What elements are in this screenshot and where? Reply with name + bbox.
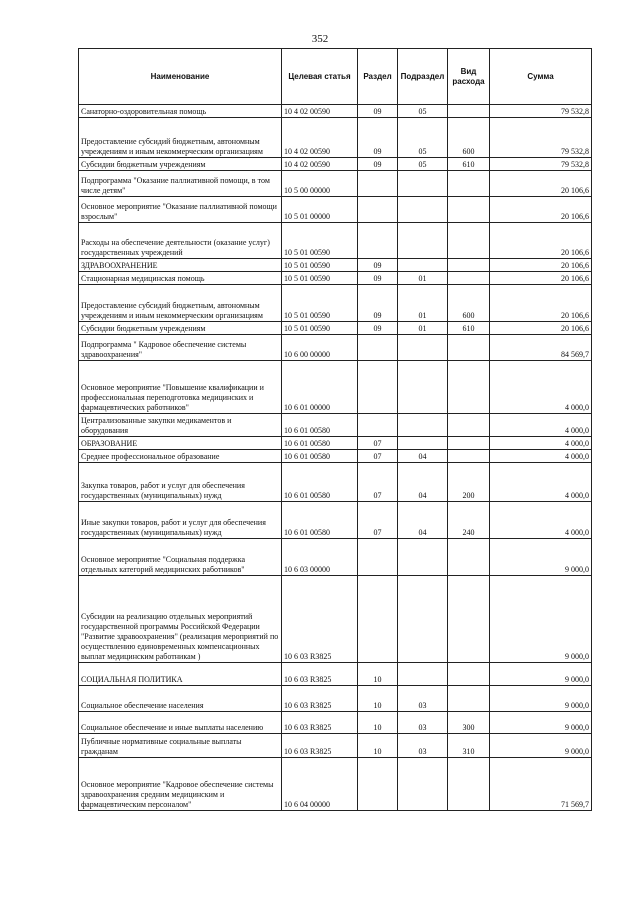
cell-article: 10 5 01 00000 <box>282 197 358 223</box>
cell-section: 10 <box>358 734 398 758</box>
cell-name: ОБРАЗОВАНИЕ <box>79 437 282 450</box>
cell-section: 10 <box>358 712 398 734</box>
cell-article: 10 6 00 00000 <box>282 335 358 361</box>
cell-name: Основное мероприятие "Социальная поддержка отдельных категорий медицинских работников" <box>79 539 282 576</box>
cell-subsection: 04 <box>398 463 448 502</box>
table-row <box>79 712 592 734</box>
table-row <box>79 197 592 223</box>
cell-amount: 9 000,0 <box>490 686 592 712</box>
cell-expense-type <box>448 576 490 663</box>
cell-subsection: 05 <box>398 158 448 171</box>
cell-expense-type: 600 <box>448 118 490 158</box>
table-row <box>79 576 592 663</box>
cell-article: 10 6 01 00580 <box>282 437 358 450</box>
cell-name: Среднее профессиональное образование <box>79 450 282 463</box>
cell-amount: 20 106,6 <box>490 197 592 223</box>
cell-subsection: 03 <box>398 734 448 758</box>
cell-amount: 20 106,6 <box>490 322 592 335</box>
cell-amount: 4 000,0 <box>490 502 592 539</box>
cell-subsection: 04 <box>398 502 448 539</box>
cell-subsection: 05 <box>398 105 448 118</box>
cell-article: 10 6 03 R3825 <box>282 663 358 686</box>
cell-article: 10 4 02 00590 <box>282 158 358 171</box>
cell-section: 07 <box>358 450 398 463</box>
cell-article: 10 6 03 R3825 <box>282 686 358 712</box>
cell-expense-type <box>448 437 490 450</box>
table-header-row <box>79 49 592 105</box>
cell-expense-type: 600 <box>448 285 490 322</box>
cell-subsection: 01 <box>398 322 448 335</box>
cell-subsection: 03 <box>398 712 448 734</box>
cell-amount: 20 106,6 <box>490 285 592 322</box>
table-row <box>79 734 592 758</box>
cell-amount: 84 569,7 <box>490 335 592 361</box>
cell-section: 07 <box>358 502 398 539</box>
cell-subsection <box>398 259 448 272</box>
cell-article: 10 6 01 00580 <box>282 463 358 502</box>
cell-subsection <box>398 539 448 576</box>
cell-subsection <box>398 361 448 414</box>
cell-name: Централизованные закупки медикаментов и оборудования <box>79 414 282 437</box>
cell-article: 10 5 01 00590 <box>282 223 358 259</box>
cell-amount: 9 000,0 <box>490 539 592 576</box>
cell-subsection: 01 <box>398 272 448 285</box>
cell-amount: 20 106,6 <box>490 171 592 197</box>
cell-article: 10 4 02 00590 <box>282 118 358 158</box>
cell-name: Основное мероприятие "Кадровое обеспечение системы здравоохранения средним медицинским и фармацевтическим персоналом" <box>79 758 282 811</box>
table-row <box>79 335 592 361</box>
cell-section: 07 <box>358 437 398 450</box>
cell-article: 10 5 01 00590 <box>282 285 358 322</box>
cell-expense-type <box>448 539 490 576</box>
cell-subsection <box>398 335 448 361</box>
cell-expense-type <box>448 259 490 272</box>
cell-subsection: 03 <box>398 686 448 712</box>
cell-article: 10 6 01 00000 <box>282 361 358 414</box>
cell-name: Подпрограмма "Оказание паллиативной помощи, в том числе детям" <box>79 171 282 197</box>
cell-name: Субсидии бюджетным учреждениям <box>79 158 282 171</box>
header-section: Раздел <box>358 49 398 105</box>
table-row <box>79 118 592 158</box>
cell-amount: 9 000,0 <box>490 734 592 758</box>
cell-name: Санаторно-оздоровительная помощь <box>79 105 282 118</box>
cell-article: 10 6 01 00580 <box>282 502 358 539</box>
cell-amount: 79 532,8 <box>490 158 592 171</box>
cell-amount: 4 000,0 <box>490 463 592 502</box>
cell-subsection: 04 <box>398 450 448 463</box>
table-row <box>79 361 592 414</box>
cell-section: 10 <box>358 663 398 686</box>
cell-name: Расходы на обеспечение деятельности (оказание услуг) государственных учреждений <box>79 223 282 259</box>
header-amount: Сумма <box>490 49 592 105</box>
cell-expense-type <box>448 272 490 285</box>
cell-name: Субсидии на реализацию отдельных мероприятий государственной программы Российской Федерации "Развитие здравоохранения" (реализация мероприятий по осуществлению единовременных компенсационных выплат медицинским работникам ) <box>79 576 282 663</box>
table-row <box>79 686 592 712</box>
cell-section: 07 <box>358 463 398 502</box>
cell-expense-type: 200 <box>448 463 490 502</box>
cell-expense-type <box>448 450 490 463</box>
cell-section: 09 <box>358 285 398 322</box>
cell-expense-type <box>448 758 490 811</box>
cell-expense-type: 240 <box>448 502 490 539</box>
cell-amount: 4 000,0 <box>490 450 592 463</box>
cell-section <box>358 414 398 437</box>
cell-amount: 20 106,6 <box>490 272 592 285</box>
header-subsection: Подраздел <box>398 49 448 105</box>
cell-section: 09 <box>358 118 398 158</box>
cell-expense-type <box>448 335 490 361</box>
header-expense-type: Вид расхода <box>448 49 490 105</box>
table-row <box>79 414 592 437</box>
cell-article: 10 6 04 00000 <box>282 758 358 811</box>
cell-name: ЗДРАВООХРАНЕНИЕ <box>79 259 282 272</box>
cell-section <box>358 335 398 361</box>
cell-name: Публичные нормативные социальные выплаты гражданам <box>79 734 282 758</box>
cell-amount: 79 532,8 <box>490 105 592 118</box>
cell-amount: 20 106,6 <box>490 223 592 259</box>
cell-expense-type <box>448 171 490 197</box>
cell-amount: 20 106,6 <box>490 259 592 272</box>
cell-expense-type <box>448 105 490 118</box>
cell-subsection <box>398 437 448 450</box>
cell-amount: 9 000,0 <box>490 712 592 734</box>
table-row <box>79 223 592 259</box>
table-row <box>79 663 592 686</box>
table-row <box>79 758 592 811</box>
cell-subsection <box>398 197 448 223</box>
cell-expense-type: 310 <box>448 734 490 758</box>
cell-subsection <box>398 171 448 197</box>
cell-amount: 9 000,0 <box>490 576 592 663</box>
cell-subsection <box>398 223 448 259</box>
cell-section: 09 <box>358 322 398 335</box>
table-row <box>79 502 592 539</box>
cell-amount: 4 000,0 <box>490 414 592 437</box>
table-row <box>79 158 592 171</box>
header-article: Целевая статья <box>282 49 358 105</box>
cell-expense-type <box>448 686 490 712</box>
cell-expense-type <box>448 197 490 223</box>
cell-name: Социальное обеспечение и иные выплаты населению <box>79 712 282 734</box>
table-row <box>79 105 592 118</box>
cell-expense-type <box>448 414 490 437</box>
table-row <box>79 259 592 272</box>
table-row <box>79 539 592 576</box>
cell-expense-type: 300 <box>448 712 490 734</box>
cell-name: Социальное обеспечение населения <box>79 686 282 712</box>
cell-expense-type <box>448 223 490 259</box>
cell-amount: 4 000,0 <box>490 437 592 450</box>
cell-article: 10 5 01 00590 <box>282 272 358 285</box>
cell-expense-type: 610 <box>448 322 490 335</box>
cell-section: 09 <box>358 259 398 272</box>
cell-article: 10 5 00 00000 <box>282 171 358 197</box>
cell-section: 09 <box>358 105 398 118</box>
table-row <box>79 437 592 450</box>
table-row <box>79 463 592 502</box>
cell-name: СОЦИАЛЬНАЯ ПОЛИТИКА <box>79 663 282 686</box>
cell-name: Основное мероприятие "Оказание паллиативной помощи взрослым" <box>79 197 282 223</box>
cell-expense-type <box>448 361 490 414</box>
cell-section <box>358 539 398 576</box>
cell-name: Субсидии бюджетным учреждениям <box>79 322 282 335</box>
cell-amount: 71 569,7 <box>490 758 592 811</box>
cell-article: 10 4 02 00590 <box>282 105 358 118</box>
table-row <box>79 171 592 197</box>
cell-article: 10 6 03 R3825 <box>282 734 358 758</box>
cell-article: 10 6 03 R3825 <box>282 576 358 663</box>
cell-name: Подпрограмма " Кадровое обеспечение системы здравоохранения" <box>79 335 282 361</box>
cell-section <box>358 223 398 259</box>
cell-section <box>358 171 398 197</box>
cell-section <box>358 361 398 414</box>
cell-name: Предоставление субсидий бюджетным, автономным учреждениям и иным некоммерческим организациям <box>79 285 282 322</box>
cell-subsection <box>398 758 448 811</box>
cell-article: 10 6 03 R3825 <box>282 712 358 734</box>
cell-name: Стационарная медицинская помощь <box>79 272 282 285</box>
cell-name: Предоставление субсидий бюджетным, автономным учреждениям и иным некоммерческим организациям <box>79 118 282 158</box>
cell-article: 10 6 03 00000 <box>282 539 358 576</box>
page-number: 352 <box>311 33 329 45</box>
table-row <box>79 322 592 335</box>
cell-section <box>358 758 398 811</box>
cell-section: 10 <box>358 686 398 712</box>
cell-amount: 79 532,8 <box>490 118 592 158</box>
cell-subsection: 05 <box>398 118 448 158</box>
cell-article: 10 5 01 00590 <box>282 322 358 335</box>
cell-subsection: 01 <box>398 285 448 322</box>
cell-section <box>358 197 398 223</box>
cell-name: Закупка товаров, работ и услуг для обеспечения государственных (муниципальных) нужд <box>79 463 282 502</box>
cell-article: 10 6 01 00580 <box>282 414 358 437</box>
cell-section: 09 <box>358 272 398 285</box>
header-name: Наименование <box>79 49 282 105</box>
table-row <box>79 285 592 322</box>
cell-amount: 4 000,0 <box>490 361 592 414</box>
table-row <box>79 450 592 463</box>
cell-amount: 9 000,0 <box>490 663 592 686</box>
cell-section: 09 <box>358 158 398 171</box>
cell-article: 10 5 01 00590 <box>282 259 358 272</box>
cell-section <box>358 576 398 663</box>
cell-expense-type <box>448 663 490 686</box>
budget-table <box>78 48 592 811</box>
cell-subsection <box>398 414 448 437</box>
cell-subsection <box>398 576 448 663</box>
cell-article: 10 6 01 00580 <box>282 450 358 463</box>
cell-subsection <box>398 663 448 686</box>
cell-name: Основное мероприятие "Повышение квалификации и профессиональная переподготовка медицинских и фармацевтических работников" <box>79 361 282 414</box>
cell-expense-type: 610 <box>448 158 490 171</box>
cell-name: Иные закупки товаров, работ и услуг для обеспечения государственных (муниципальных) нужд <box>79 502 282 539</box>
table-row <box>79 272 592 285</box>
